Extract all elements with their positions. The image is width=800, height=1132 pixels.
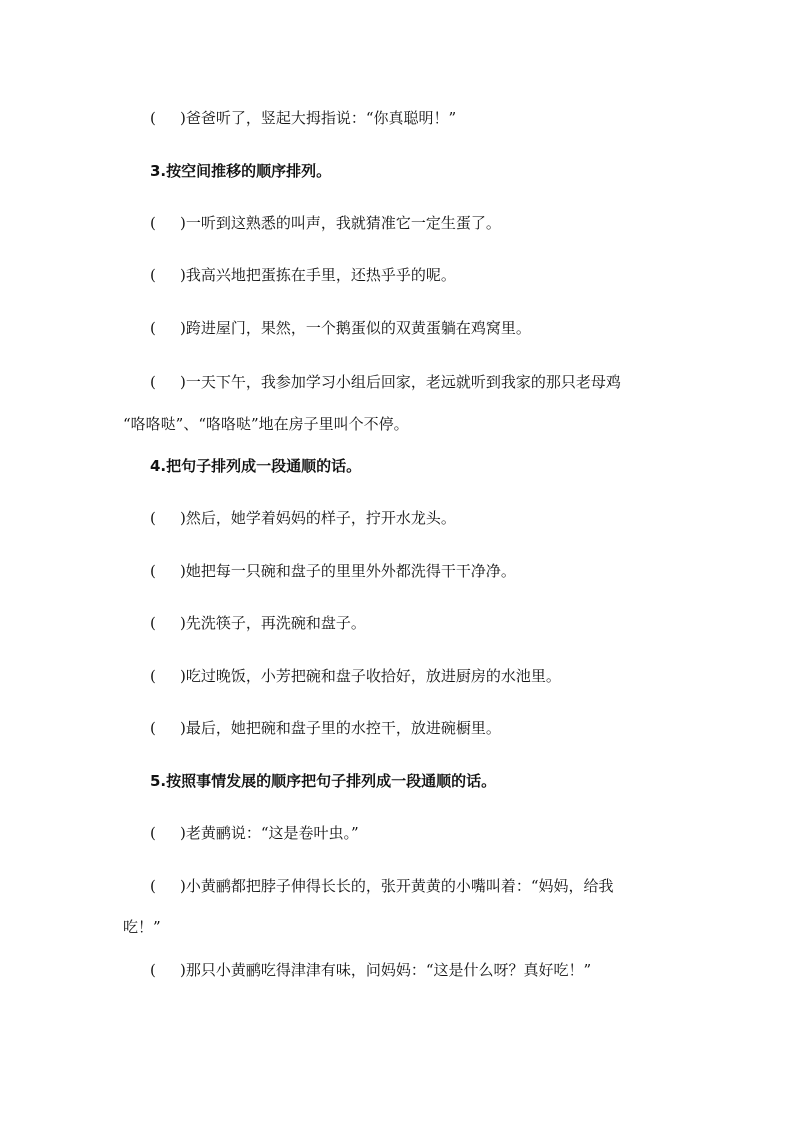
sentence-item <box>0 108 800 128</box>
blank-open-paren: ( <box>150 614 156 632</box>
blank-close-paren: ) <box>180 824 186 842</box>
sentence-text: 吃过晚饭，小芳把碗和盘子收拾好，放进厨房的水池里。 <box>185 667 561 685</box>
sentence-item <box>0 213 800 233</box>
blank-open-paren: ( <box>150 961 156 979</box>
blank-open-paren: ( <box>150 667 156 685</box>
sentence-item <box>0 561 800 581</box>
blank-close-paren: ) <box>180 614 186 632</box>
blank-close-paren: ) <box>180 509 186 527</box>
blank-open-paren: ( <box>150 509 156 527</box>
sentence-continuation: “咯咯哒”、“咯咯哒”地在房子里叫个不停。 <box>123 415 409 433</box>
blank-close-paren: ) <box>180 266 186 284</box>
blank-close-paren: ) <box>180 214 186 232</box>
sentence-text: 跨进屋门，果然，一个鹅蛋似的双黄蛋躺在鸡窝里。 <box>185 319 531 337</box>
blank-close-paren: ) <box>180 373 186 391</box>
sentence-item <box>0 372 800 392</box>
sentence-text: 一天下午，我参加学习小组后回家，老远就听到我家的那只老母鸡 <box>185 373 621 391</box>
blank-close-paren: ) <box>180 562 186 580</box>
sentence-text: 她把每一只碗和盘子的里里外外都洗得干干净净。 <box>185 562 516 580</box>
blank-open-paren: ( <box>150 824 156 842</box>
section-heading-3: 3.按空间推移的顺序排列。 <box>150 162 332 180</box>
blank-close-paren: ) <box>180 719 186 737</box>
blank-open-paren: ( <box>150 877 156 895</box>
blank-close-paren: ) <box>180 667 186 685</box>
sentence-item <box>0 318 800 338</box>
sentence-item <box>0 876 800 896</box>
sentence-text: 老黄鹂说：“这是卷叶虫。” <box>185 824 359 842</box>
sentence-text: 那只小黄鹂吃得津津有味，问妈妈：“这是什么呀？真好吃！” <box>185 961 592 979</box>
sentence-item <box>0 613 800 633</box>
sentence-item <box>0 960 800 980</box>
section-heading-4: 4.把句子排列成一段通顺的话。 <box>150 457 362 475</box>
sentence-text: 小黄鹂都把脖子伸得长长的，张开黄黄的小嘴叫着：“妈妈，给我 <box>185 877 614 895</box>
sentence-item <box>0 718 800 738</box>
section-heading-5: 5.按照事情发展的顺序把句子排列成一段通顺的话。 <box>150 772 497 790</box>
sentence-text: 先洗筷子，再洗碗和盘子。 <box>185 614 366 632</box>
blank-close-paren: ) <box>180 877 186 895</box>
sentence-continuation: 吃！” <box>123 918 161 936</box>
sentence-item <box>0 508 800 528</box>
blank-open-paren: ( <box>150 214 156 232</box>
blank-open-paren: ( <box>150 719 156 737</box>
sentence-text: 爸爸听了，竖起大拇指说：“你真聪明！” <box>185 109 457 127</box>
sentence-item <box>0 666 800 686</box>
blank-open-paren: ( <box>150 319 156 337</box>
blank-open-paren: ( <box>150 109 156 127</box>
sentence-text: 然后，她学着妈妈的样子，拧开水龙头。 <box>185 509 456 527</box>
blank-open-paren: ( <box>150 373 156 391</box>
blank-close-paren: ) <box>180 319 186 337</box>
blank-close-paren: ) <box>180 109 186 127</box>
blank-open-paren: ( <box>150 562 156 580</box>
sentence-text: 一听到这熟悉的叫声，我就猜准它一定生蛋了。 <box>185 214 501 232</box>
sentence-item <box>0 265 800 285</box>
blank-open-paren: ( <box>150 266 156 284</box>
sentence-text: 我高兴地把蛋拣在手里，还热乎乎的呢。 <box>185 266 456 284</box>
sentence-text: 最后，她把碗和盘子里的水控干，放进碗橱里。 <box>185 719 501 737</box>
blank-close-paren: ) <box>180 961 186 979</box>
sentence-item <box>0 823 800 843</box>
